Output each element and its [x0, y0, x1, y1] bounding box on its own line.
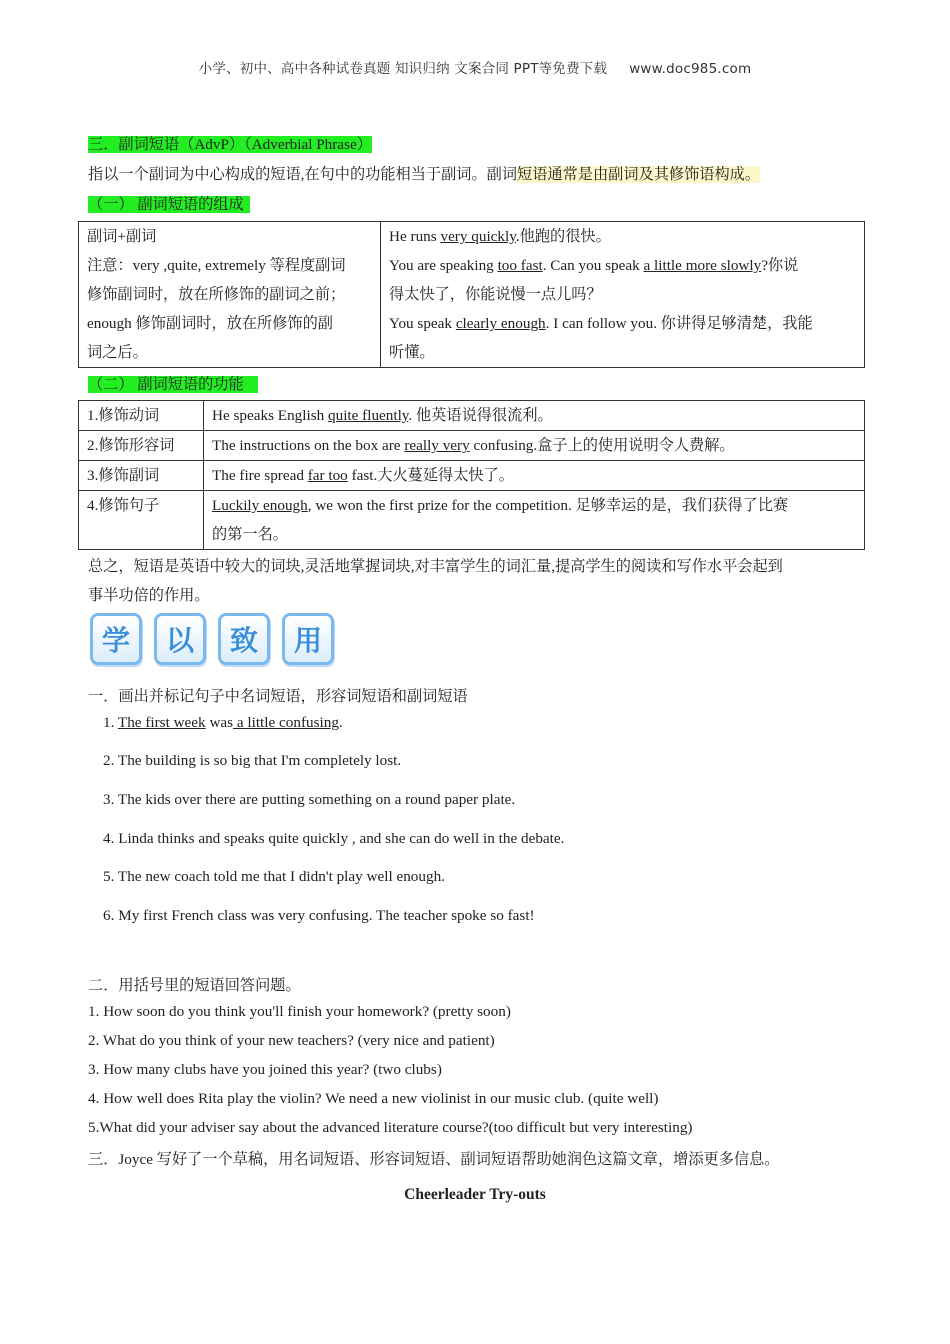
page-header [0, 57, 950, 77]
exercise1-item: 3. The kids over there are putting something on a round paper plate. [103, 791, 516, 808]
exercise1-heading: 一．画出并标记句子中名词短语，形容词短语和副词短语 [88, 688, 468, 705]
banner-char: 用 [282, 613, 334, 665]
header-text: 小学、初中、高中各种试卷真题 知识归纳 文案合同 PPT等免费下载 [198, 61, 608, 77]
exercise1-item: 6. My first French class was very confusing. The teacher spoke so fast! [103, 907, 535, 924]
subheading-composition: （一） 副词短语的组成 [88, 193, 250, 214]
table-row: 4.修饰句子 Luckily enough, we won the first prize for the competition. 足够幸运的是，我们获得了比赛 的第一名。 [79, 491, 865, 550]
essay-title: Cheerleader Try-outs [404, 1186, 546, 1203]
summary-line-2: 事半功倍的作用。 [88, 587, 210, 604]
exercise1-item: 4. Linda thinks and speaks quite quickly , and she can do well in the debate. [103, 830, 565, 847]
exercise1-item-1: 1. The first week was a little confusing. [103, 714, 343, 731]
header-url[interactable]: www.doc985.com [629, 61, 752, 77]
exercise1-item: 2. The building is so big that I'm completely lost. [103, 752, 402, 769]
composition-left-cell: 副词+副词 注意：very ,quite, extremely 等程度副词 修饰副词时，放在所修饰的副词之前； enough 修饰副词时，放在所修饰的副 词之后。 [79, 222, 381, 368]
table-row: 1.修饰动词 He speaks English quite fluently. 他英语说得很流利。 [79, 401, 865, 431]
exercise2-item: 1. How soon do you think you'll finish your homework? (pretty soon) [88, 1003, 511, 1020]
banner-char: 致 [218, 613, 270, 665]
banner-char: 学 [90, 613, 142, 665]
exercise2-item: 3. How many clubs have you joined this year? (two clubs) [88, 1061, 442, 1078]
section-heading: 三．副词短语（AdvP）（Adverbial Phrase） [88, 136, 372, 153]
banner-char: 以 [154, 613, 206, 665]
banner-learn-to-apply [90, 613, 346, 665]
exercise2-heading: 二．用括号里的短语回答问题。 [88, 977, 301, 994]
exercise2-item: 2. What do you think of your new teachers? (very nice and patient) [88, 1032, 495, 1049]
section-intro: 指以一个副词为中心构成的短语,在句中的功能相当于副词。副词短语通常是由副词及其修饰语构成。 [88, 166, 761, 183]
table-row: 3.修饰副词 The fire spread far too fast.大火蔓延得太快了。 [79, 461, 865, 491]
exercise1-item: 5. The new coach told me that I didn't play well enough. [103, 868, 445, 885]
composition-table [78, 221, 865, 368]
exercise2-item: 4. How well does Rita play the violin? We need a new violinist in our music club. (quite well) [88, 1090, 659, 1107]
summary-line-1: 总之，短语是英语中较大的词块,灵活地掌握词块,对丰富学生的词汇量,提高学生的阅读和写作水平会起到 [88, 558, 783, 575]
exercise2-item: 5.What did your adviser say about the advanced literature course?(too difficult but very interesting) [88, 1119, 693, 1136]
table-row: 2.修饰形容词 The instructions on the box are really very confusing.盒子上的使用说明令人费解。 [79, 431, 865, 461]
composition-right-cell: He runs very quickly.他跑的很快。 You are speaking too fast. Can you speak a little more slowly?你说 得太快了，你能说慢一点儿吗？ You speak clearly enough. I can follow you. 你讲得足够清楚，我能 听懂。 [381, 222, 865, 368]
subheading-function: （二） 副词短语的功能 [88, 373, 258, 394]
function-table [78, 400, 865, 550]
exercise3-heading: 三．Joyce 写好了一个草稿，用名词短语、形容词短语、副词短语帮助她润色这篇文章，增添更多信息。 [88, 1151, 780, 1168]
